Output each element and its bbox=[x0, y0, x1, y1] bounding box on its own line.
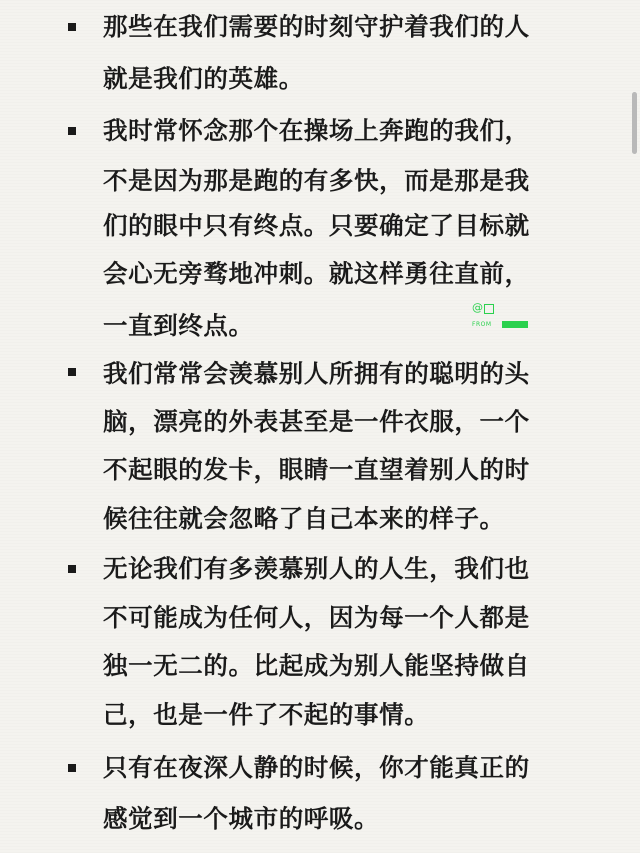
paragraph-line: 就是我们的英雄。 bbox=[103, 64, 304, 93]
bullet-icon bbox=[68, 764, 76, 772]
bullet-icon bbox=[68, 565, 76, 573]
bullet-icon bbox=[68, 127, 76, 135]
paragraph-line: 候往往就会忽略了自己本来的样子。 bbox=[103, 504, 505, 533]
paragraph-line: 一直到终点。 bbox=[103, 311, 254, 340]
paragraph-line: 感觉到一个城市的呼吸。 bbox=[103, 804, 380, 833]
watermark bbox=[472, 302, 532, 332]
scrollbar[interactable] bbox=[632, 92, 637, 154]
paragraph-line: 我们常常会羡慕别人所拥有的聪明的头 bbox=[103, 359, 530, 388]
watermark-bar-icon bbox=[502, 321, 528, 328]
paragraph-line: 独一无二的。比起成为别人能坚持做自 bbox=[103, 651, 530, 680]
paragraph-line: 不是因为那是跑的有多快，而是那是我 bbox=[103, 166, 530, 195]
paragraph-line: 那些在我们需要的时刻守护着我们的人 bbox=[103, 12, 530, 41]
paragraph-line: 只有在夜深人静的时候，你才能真正的 bbox=[103, 753, 530, 782]
paragraph-line: 不可能成为任何人，因为每一个人都是 bbox=[103, 603, 530, 632]
paragraph-line: 不起眼的发卡，眼睛一直望着别人的时 bbox=[103, 455, 530, 484]
watermark-from-label: FROM bbox=[472, 321, 492, 328]
paragraph-line: 无论我们有多羡慕别人的人生，我们也 bbox=[103, 554, 530, 583]
paragraph-line: 们的眼中只有终点。只要确定了目标就 bbox=[103, 211, 530, 240]
paragraph-line: 我时常怀念那个在操场上奔跑的我们， bbox=[103, 116, 530, 145]
paragraph-line: 己，也是一件了不起的事情。 bbox=[103, 700, 430, 729]
bullet-icon bbox=[68, 23, 76, 31]
paragraph-line: 脑，漂亮的外表甚至是一件衣服，一个 bbox=[103, 407, 530, 436]
watermark-at-icon: @ bbox=[472, 301, 483, 314]
bullet-icon bbox=[68, 368, 76, 376]
watermark-box-icon bbox=[484, 304, 494, 314]
paragraph-line: 会心无旁骛地冲刺。就这样勇往直前， bbox=[103, 259, 530, 288]
